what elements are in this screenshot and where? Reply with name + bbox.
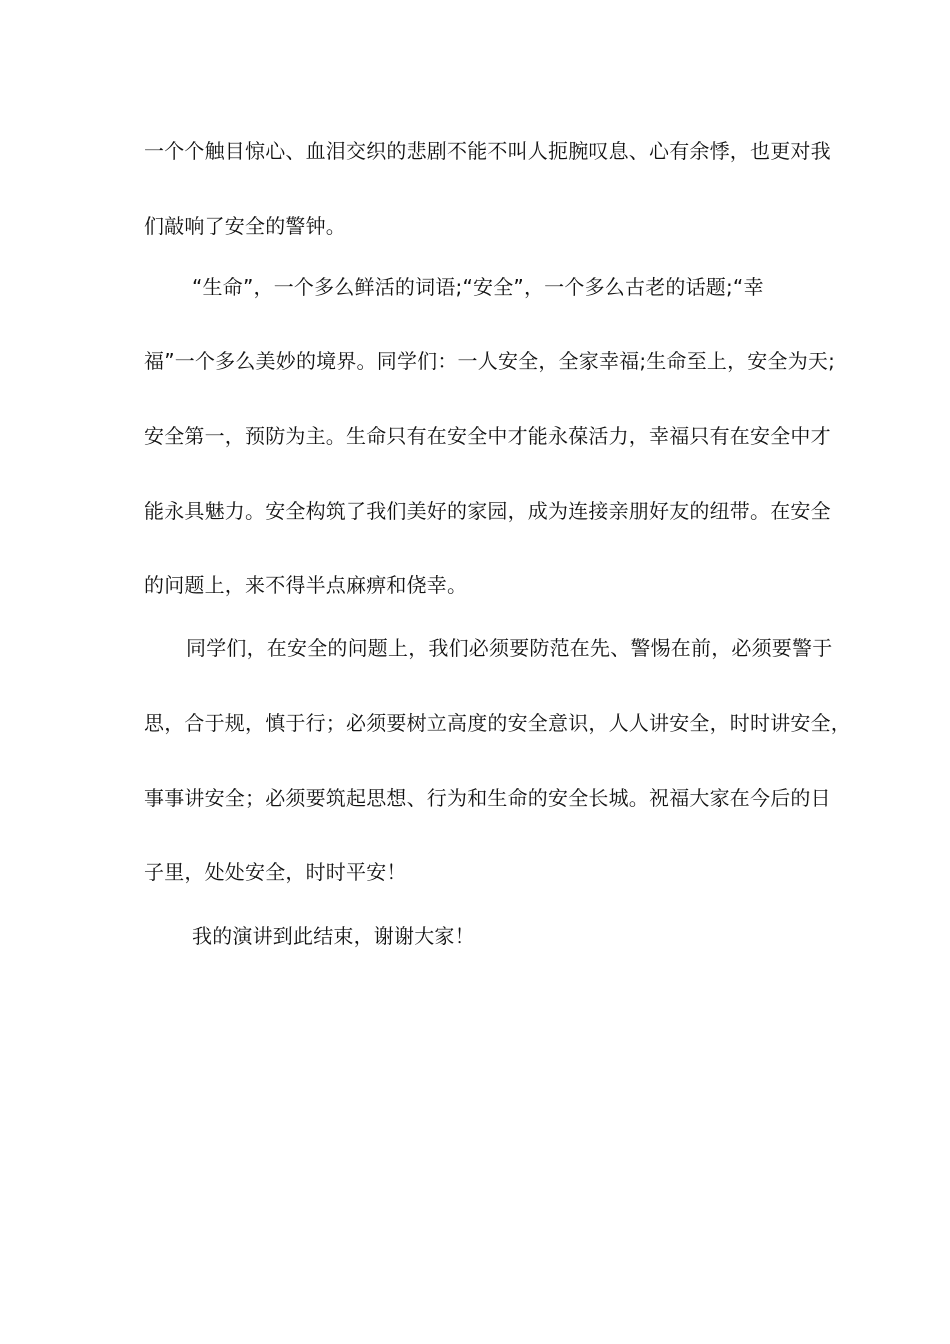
- closing-line: 我的演讲到此结束，谢谢大家！: [192, 924, 475, 948]
- paragraph-2-line-2: 福”一个多么美妙的境界。同学们：一人安全，全家幸福;生命至上，安全为天;: [144, 349, 836, 373]
- paragraph-1-line-2: 们敲响了安全的警钟。: [144, 214, 346, 238]
- paragraph-3-line-2: 思，合于规，慎于行；必须要树立高度的安全意识，人人讲安全，时时讲安全，: [144, 711, 851, 735]
- paragraph-3-line-3: 事事讲安全；必须要筑起思想、行为和生命的安全长城。祝福大家在今后的日: [144, 786, 831, 810]
- paragraph-3-line-1: 同学们，在安全的问题上，我们必须要防范在先、警惕在前，必须要警于: [186, 636, 833, 660]
- paragraph-2-line-4: 能永具魅力。安全构筑了我们美好的家园，成为连接亲朋好友的纽带。在安全: [144, 499, 831, 523]
- paragraph-3-line-4: 子里，处处安全，时时平安！: [144, 860, 407, 884]
- paragraph-2-line-5: 的问题上，来不得半点麻痹和侥幸。: [144, 573, 468, 597]
- paragraph-2-line-1: “生命”，一个多么鲜活的词语;“安全”，一个多么古老的话题;“幸: [192, 275, 764, 299]
- paragraph-1-line-1: 一个个触目惊心、血泪交织的悲剧不能不叫人扼腕叹息、心有余悸，也更对我: [144, 139, 831, 163]
- paragraph-2-line-3: 安全第一，预防为主。生命只有在安全中才能永葆活力，幸福只有在安全中才: [144, 424, 831, 448]
